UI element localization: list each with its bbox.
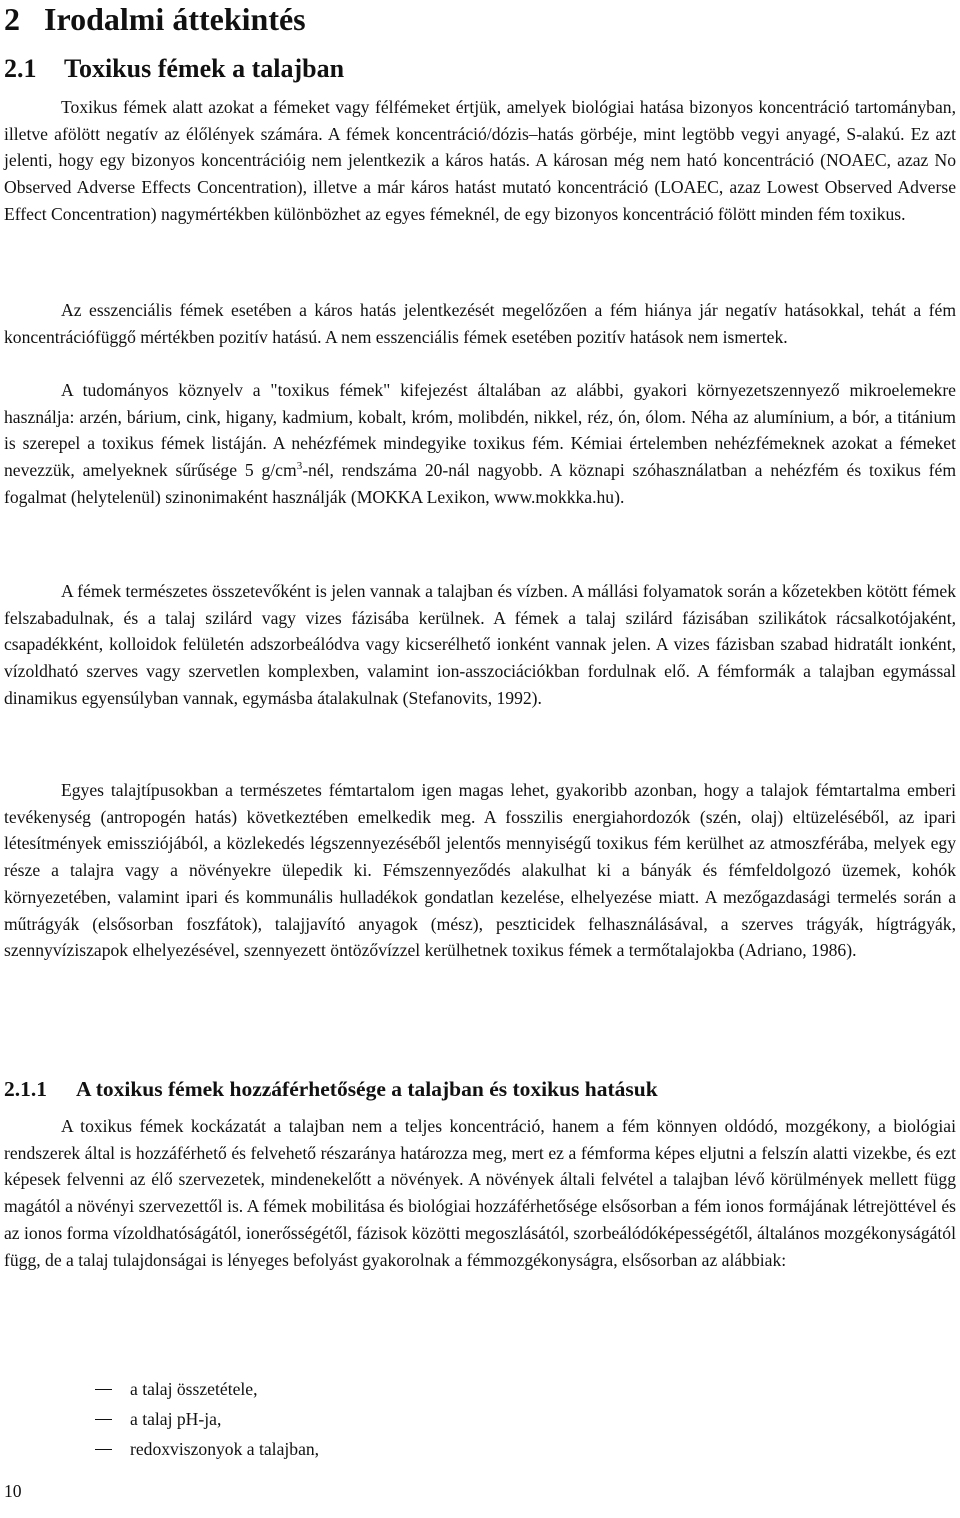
subsection-number: 2.1.1 xyxy=(4,1077,47,1101)
chapter-number: 2 xyxy=(4,1,20,37)
list-item xyxy=(0,1406,960,1436)
list-item xyxy=(0,1376,960,1406)
list-item xyxy=(0,1436,960,1466)
paragraph-heavy-metals-part1: A tudományos köznyelv a "toxikus fémek" kifejezést általában az alábbi, gyakori környezetszennyező mikroelemekre használja: arzén, bárium, cink, higany, kadmium, kobalt, króm, molibdén, nikkel, réz, ón, ólom. Néha az alumínium, a bór, a titánium is szerepel a toxikus fémek listáján. A nehézfémek mindegyike toxikus fém. Kémiai értelemben nehézfémeknek azokat a fémeket nevezzük, amelyeknek sűrűsége 5 g/cm xyxy=(4,380,956,481)
list-item-text: redoxviszonyok a talajban, xyxy=(130,1439,320,1459)
superscript-exponent: 3 xyxy=(296,460,303,473)
paragraph-bioavailability: A toxikus fémek kockázatát a talajban nem a teljes koncentráció, hanem a fém könnyen oldódó, mozgékony, a biológiai rendszerek által is hozzáférhető és felvehető részaránya határozza meg, mert ez a fémforma képes eljutni a felszín alatti vizekbe, és ezt képesek felvenni az élő szervezetek, mindenekelőtt a növények. A növények általi felvétel a talajban lévő körülmények mellett függ magától a növényi szervezettől is. A fémek mobilitása és biológiai hozzáférhetősége elsősorban a fém ionos formájának létrejöttével és az ionos forma vízoldhatóságától, ionerősségétől, fázisok közötti megoszlásától, szorbeálódóképességétől, általános mozgékonyságától függ, de a talaj tulajdonságai is lényeges befolyást gyakorolnak a fémmozgékonyságra, elsősorban az alábbiak: xyxy=(4,1116,956,1270)
paragraph-heavy-metals xyxy=(4,377,956,511)
page-number: 10 xyxy=(4,1481,22,1501)
dash-bullet-icon xyxy=(95,1419,112,1420)
factor-list xyxy=(0,1376,960,1466)
paragraph-heavy-metals-part2: -nél, rendszáma 20-nál nagyobb. A köznapi szóhasználatban a nehézfém és toxikus fém fogalmat (helytelenül) szinonimaként használják (MOKKA Lexikon, www.mokkka.hu). xyxy=(4,460,956,507)
paragraph-toxic-metals-definition: Toxikus fémek alatt azokat a fémeket vagy félfémeket értjük, amelyek biológiai hatása bizonyos koncentráció tartományban, illetve afölött negatív az élőlények számára. A fémek koncentráció/dózis–hatás görbéje, mint legtöbb vegyi anyagé, S-alakú. Ez azt jelenti, hogy egy bizonyos koncentrációig nem jelentkezik a káros hatás. A károsan még nem ható koncentráció (NOAEC, azaz No Observed Adverse Effects Concentration), illetve a már káros hatást mutató koncentráció (LOAEC, azaz Lowest Observed Adverse Effect Concentration) nagymértékben különbözhet az egyes fémeknél, de egy bizonyos koncentráció fölött minden fém toxikus. xyxy=(4,97,956,224)
subsection-title: A toxikus fémek hozzáférhetősége a talajban és toxikus hatásuk xyxy=(76,1077,658,1101)
list-item-text: a talaj pH-ja, xyxy=(130,1409,222,1429)
section-title: Toxikus fémek a talajban xyxy=(64,54,345,83)
paragraph-essential-metals: Az esszenciális fémek esetében a káros hatás jelentkezését megelőzően a fém hiánya jár negatív hatásokkal, tehát a fém koncentrációfüggő mértékben pozitív hatású. A nem esszenciális fémek esetében pozitív hatások nem ismertek. xyxy=(4,300,956,347)
subsection-heading xyxy=(4,1075,658,1103)
paragraph-natural-metals: A fémek természetes összetevőként is jelen vannak a talajban és vízben. A mállási folyamatok során a kőzetekben kötött fémek felszabadulnak, és a talaj szilárd vagy vizes fázisába kerülnek. A fémek a talaj szilárd fázisában szilikátok rácsalkotójaként, csapadékként, kolloidok felületén adszorbeálódva vagy kicserélhető ionként vannak jelen. A vizes fázisban szabad hidratált ionként, vízoldható szerves vagy szervetlen komplexben, valamint ion-asszociációkban fordulnak elő. A fémformák a talajban egymással dinamikus egyensúlyban vannak, egymásba átalakulnak (Stefanovits, 1992). xyxy=(4,581,956,708)
section-number: 2.1 xyxy=(4,54,37,83)
chapter-heading xyxy=(4,0,306,38)
chapter-title: Irodalmi áttekintés xyxy=(44,1,306,37)
dash-bullet-icon xyxy=(95,1449,112,1450)
dash-bullet-icon xyxy=(95,1389,112,1390)
section-heading xyxy=(4,53,344,85)
list-item-text: a talaj összetétele, xyxy=(130,1379,258,1399)
paragraph-anthropogenic-sources: Egyes talajtípusokban a természetes fémtartalom igen magas lehet, gyakoribb azonban, hogy a talajok fémtartalma emberi tevékenység (antropogén hatás) következtében emelkedik meg. A fosszilis energiahordozók (szén, olaj) eltüzeléséből, az ipari létesítmények emissziójából, a közlekedés légszennyezéséből jelentős mennyiségű toxikus fém kerülhet az atmoszférába, melyek egy része a talajra vagy a növényekre ülepedik ki. Fémszennyeződés alakulhat ki a bányák és fémfeldolgozó üzemek, kohók környezetében, valamint ipari és kommunális hulladékok gondatlan kezelése, elhelyezése miatt. A mezőgazdasági termelés során a műtrágyák (elsősorban foszfátok), talajjavító anyagok (mész), peszticidek felhasználásával, a szerves trágyák, hígtrágyák, szennyvíziszapok elhelyezésével, szennyezett öntözővízzel kerülhetnek toxikus fémek a termőtalajokba (Adriano, 1986). xyxy=(4,780,956,961)
